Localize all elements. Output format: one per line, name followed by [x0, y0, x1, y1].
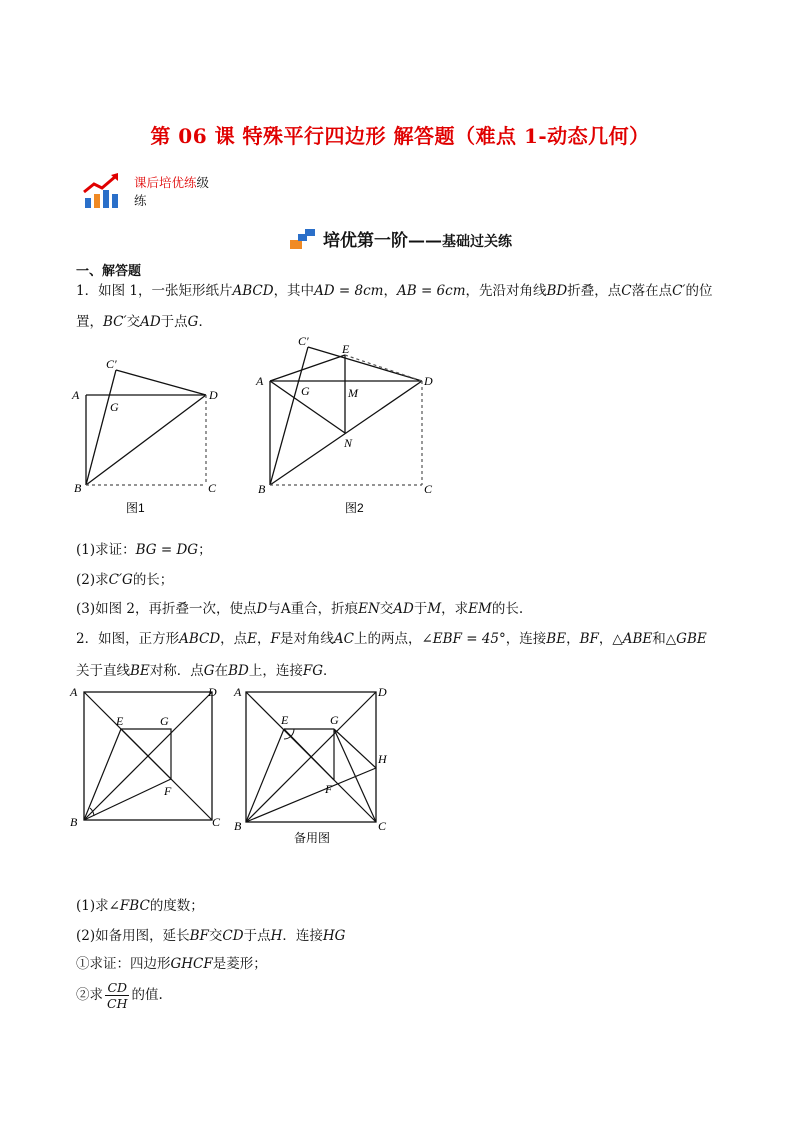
fig3-label-f: F: [164, 784, 172, 798]
fig1-label-a: A: [72, 388, 80, 402]
fig4-label-a: A: [234, 685, 242, 699]
fig4-label-f: F: [325, 782, 333, 796]
fig4-label-b: B: [234, 819, 242, 833]
fig3-label-e: E: [116, 714, 124, 728]
badge-black-text: 级: [196, 175, 210, 190]
section-heading: 一、解答题: [76, 264, 142, 279]
fig2-label-b: B: [258, 482, 266, 496]
fig2-label-cp: C′: [298, 334, 309, 348]
figure-1: [68, 350, 238, 520]
badge-line2: 练: [134, 193, 147, 208]
fig2-label-e: E: [342, 342, 350, 356]
q1-sub1: (1)求证：BG = DG；: [76, 542, 212, 558]
fig2-label-a: A: [256, 374, 264, 388]
fig2-label-d: D: [424, 374, 433, 388]
fig2-label-m: M: [348, 386, 358, 400]
q2-line2: 关于直线BE对称．点G在BD上，连接FG．: [76, 663, 337, 679]
fraction-cd-ch: $\frac{CD}{CH}$: [107, 980, 128, 1011]
fig1-caption: 图1: [126, 501, 145, 515]
fig3-label-c: C: [212, 815, 221, 829]
fig3-label-b: B: [70, 815, 78, 829]
q2-sub2: (2)如备用图，延长BF交CD于点H．连接HG: [76, 928, 346, 944]
growth-chart-icon: [82, 172, 130, 210]
fig1-label-c: C: [208, 481, 217, 495]
figure-3: [66, 682, 226, 832]
fig1-label-cp: C′: [106, 357, 117, 371]
page-title: 第 06 课 特殊平行四边形 解答题（难点 1-动态几何）: [150, 124, 650, 148]
stage-sub: 基础过关练: [442, 234, 513, 250]
q2-claim1: ①求证：四边形GHCF是菱形；: [76, 956, 267, 972]
fig3-label-a: A: [70, 685, 78, 699]
figure-4: [232, 682, 402, 847]
fig1-label-g: G: [110, 400, 119, 414]
q2-line1: 2．如图，正方形ABCD，点E，F是对角线AC上的两点，∠EBF = 45°，连接BE，BF，△ABE和△GBE: [76, 631, 707, 647]
fig2-label-c: C: [424, 482, 433, 496]
stage-heading: [0, 226, 800, 251]
q1-sub2: (2)求C′G的长；: [76, 572, 174, 588]
stage-dash: ——: [408, 231, 443, 251]
fig4-label-h: H: [378, 752, 387, 766]
course-badge: [134, 174, 209, 210]
badge-red-text: 课后培优练: [134, 175, 197, 190]
fig4-label-d: D: [378, 685, 387, 699]
q1-sub3: (3)如图 2，再折叠一次，使点D与A重合，折痕EN交AD于M，求EM的长.: [76, 601, 524, 617]
fig2-label-g: G: [301, 384, 310, 398]
q2-claim2: ②求 $\frac{CD}{CH}$ 的值.: [76, 980, 163, 1011]
fig4-caption: 备用图: [294, 831, 331, 845]
q2-sub1: (1)求∠FBC的度数；: [76, 898, 204, 914]
figure-2: [252, 333, 442, 523]
fig3-label-d: D: [208, 685, 217, 699]
stage-main: 培优第一阶: [323, 231, 409, 251]
fig2-label-n: N: [344, 436, 353, 450]
fig3-label-g: G: [160, 714, 169, 728]
fig4-label-e: E: [281, 713, 289, 727]
blocks-icon: [288, 228, 318, 250]
fig4-label-c: C: [378, 819, 387, 833]
fig2-caption: 图2: [345, 501, 364, 515]
fig1-label-b: B: [74, 481, 82, 495]
q1-line1: 1．如图 1，一张矩形纸片ABCD，其中AD = 8cm，AB = 6cm，先沿对角线BD折叠，点C落在点C′的位: [76, 283, 713, 299]
fig1-label-d: D: [209, 388, 218, 402]
q1-line2: 置，BC′交AD于点G．: [76, 314, 212, 330]
fig4-label-g: G: [330, 713, 339, 727]
